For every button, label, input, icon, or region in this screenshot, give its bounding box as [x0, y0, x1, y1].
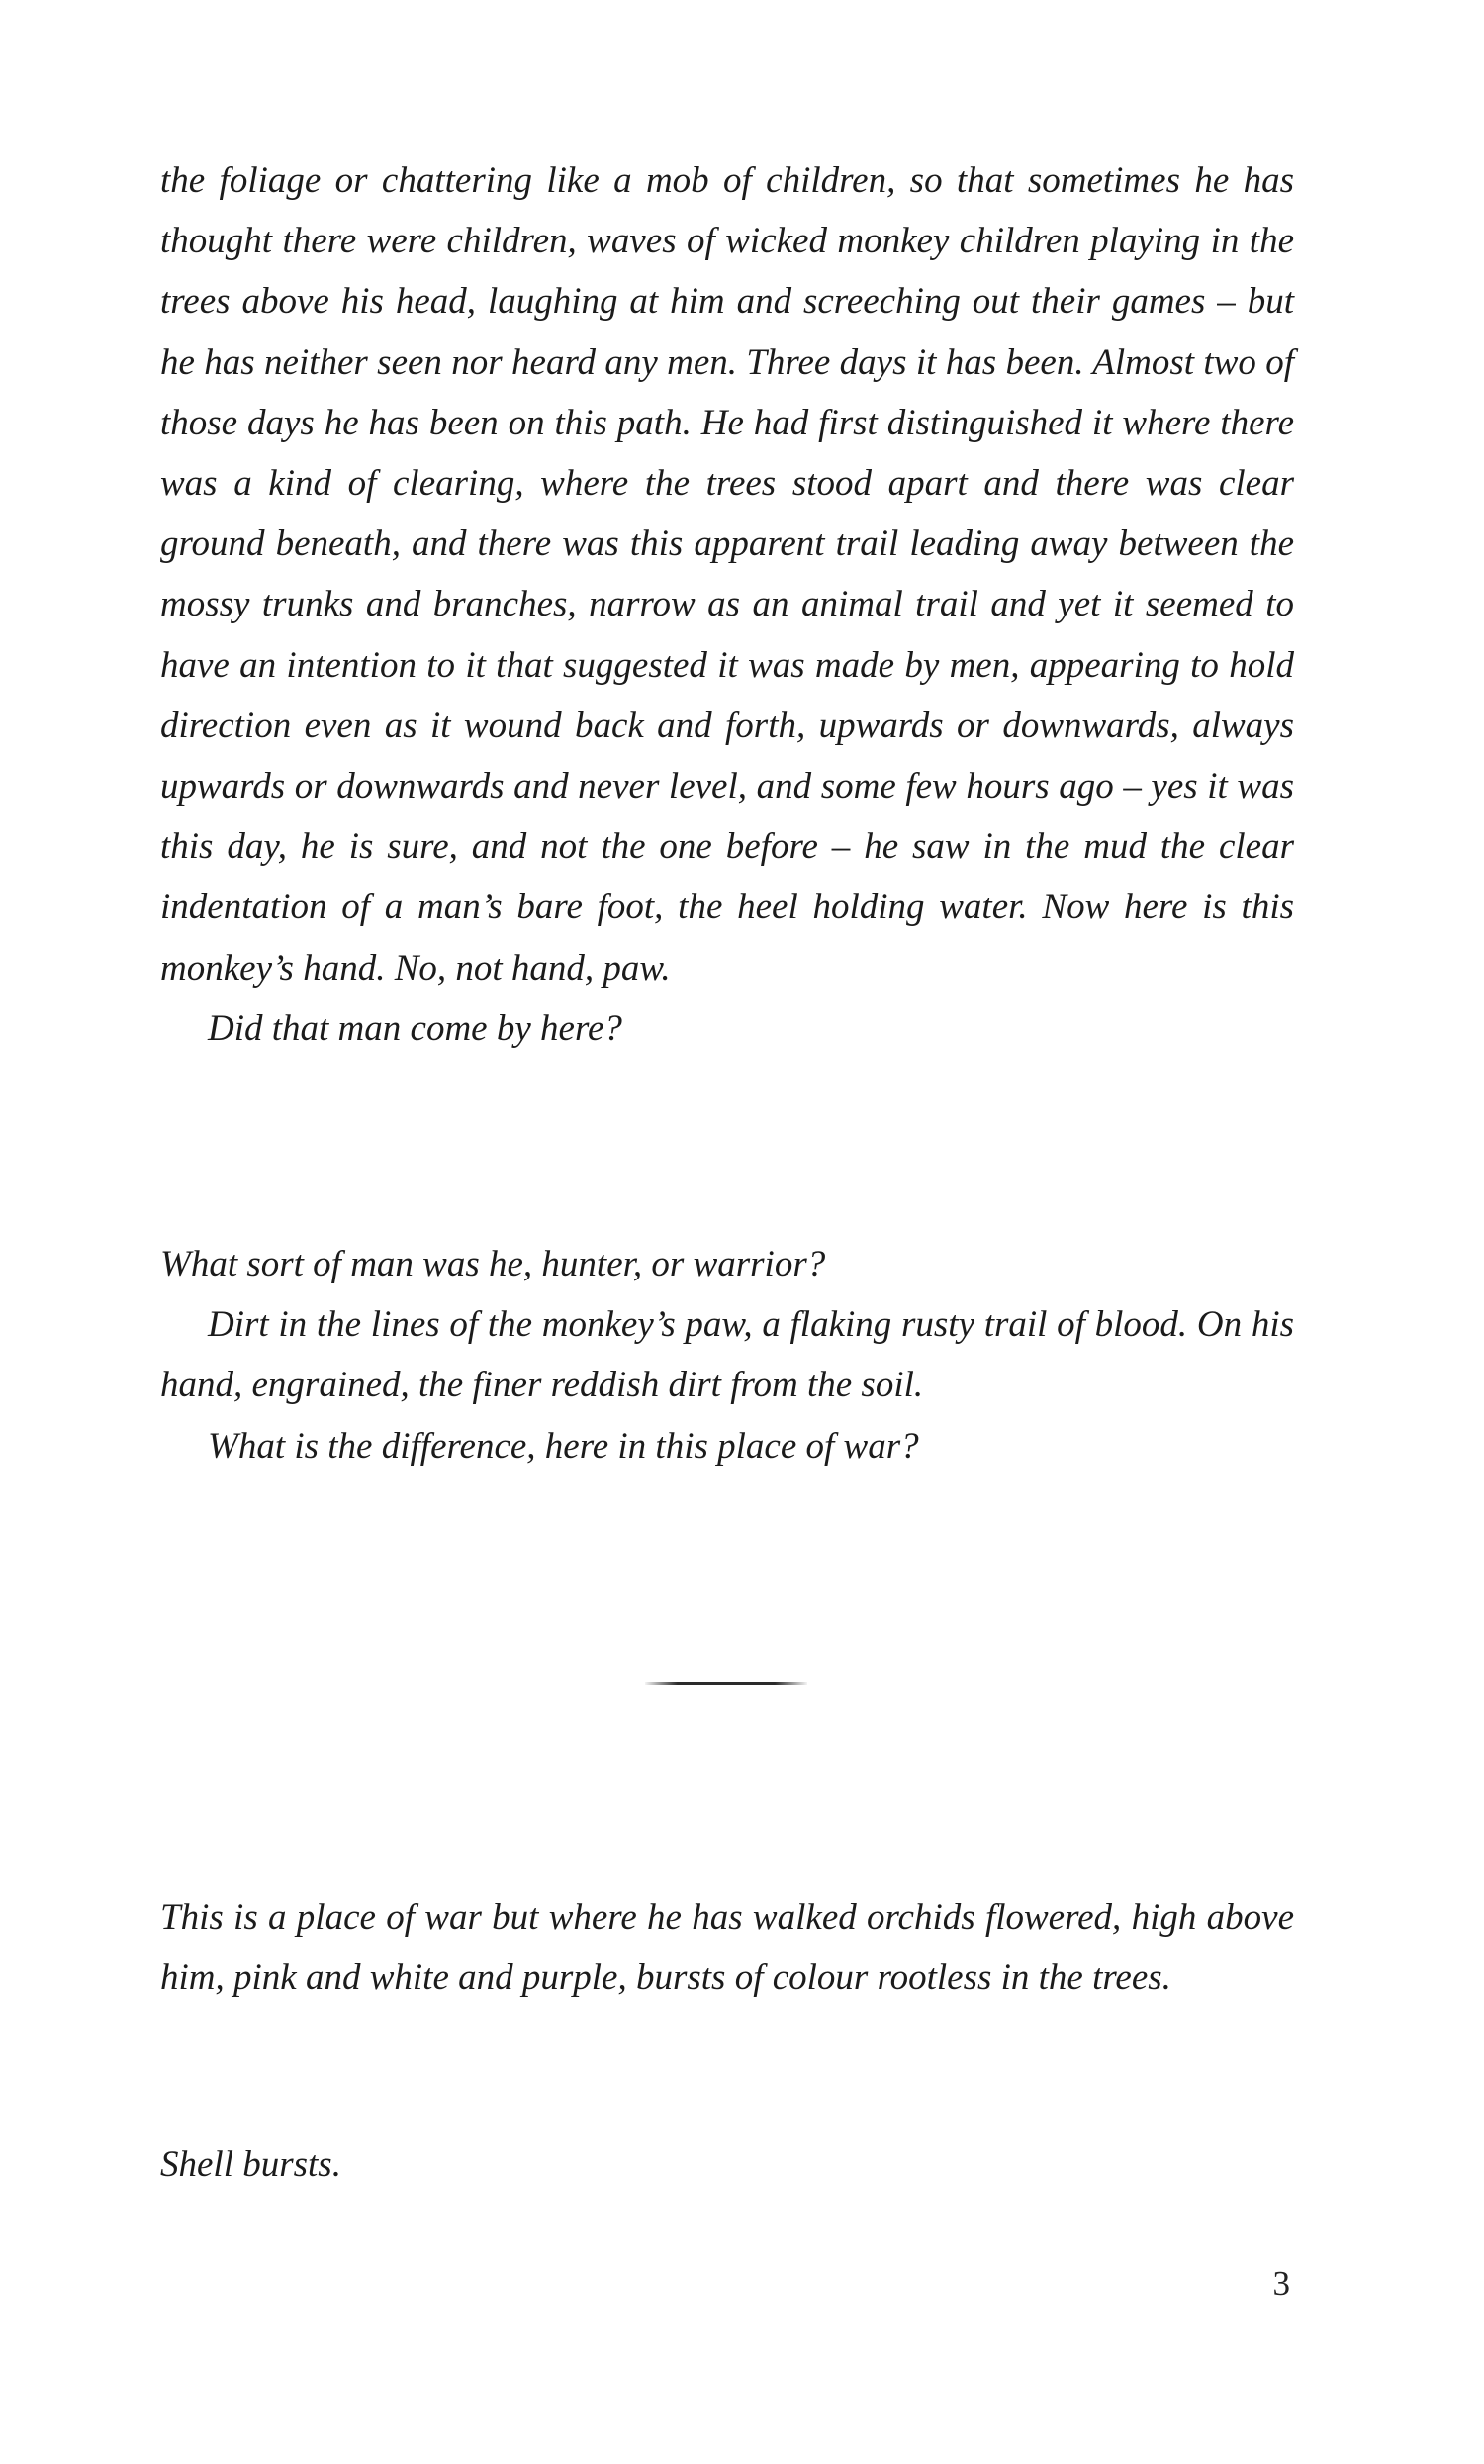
paragraph-6: This is a place of war but where he has walked orchids flowered, high above him, pink and white and purple, bursts of colour rootless in the trees.: [160, 1897, 1294, 1999]
paragraph-4: Dirt in the lines of the monkey’s paw, a flaking rusty trail of blood. On his hand, engrained, the finer reddish dirt from the soil.: [160, 1304, 1294, 1406]
paragraph-5: What is the difference, here in this place of war?: [208, 1425, 919, 1467]
page-number: 3: [1272, 2264, 1290, 2303]
paragraph-1: the foliage or chattering like a mob of children, so that sometimes he has thought there were children, waves of wicked monkey children playing in the trees above his head, laughing at him and screeching out their games – but he has neither seen nor heard any men. Three days it has been. Almost two of those days he has been on this path. He had first distinguished it where there was a kind of clearing, where the trees stood apart and there was clear ground beneath, and there was this apparent trail leading away between the mossy trunks and branches, narrow as an animal trail and yet it seemed to have an intention to it that suggested it was made by men, appearing to hold direction even as it wound back and forth, upwards or downwards, always upwards or downwards and never level, and some few hours ago – yes it was this day, he is sure, and not the one before – he saw in the mud the clear indentation of a man’s bare foot, the heel holding water. Now here is this monkey’s hand. No, not hand, paw.: [160, 160, 1294, 989]
section-divider-rule: [645, 1682, 807, 1685]
text-block-2: [160, 1234, 1294, 1476]
text-block-3: [160, 1887, 1294, 2008]
paragraph-7: Shell bursts.: [160, 2144, 341, 2185]
paragraph-3: What sort of man was he, hunter, or warrior?: [160, 1244, 826, 1284]
text-block-1: [160, 150, 1294, 1059]
paragraph-2: Did that man come by here?: [208, 1007, 622, 1049]
text-block-4: [160, 2134, 1294, 2195]
